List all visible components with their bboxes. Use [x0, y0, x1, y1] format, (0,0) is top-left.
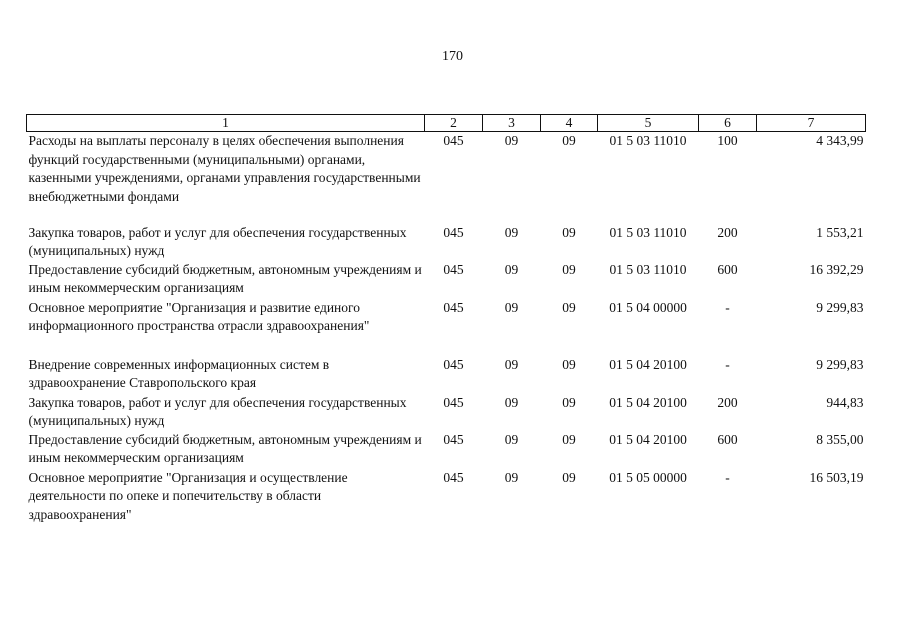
row-subsection-code: 09: [562, 469, 576, 485]
row-expense-type-code: 200: [717, 224, 738, 240]
row-ministry-code: 045: [443, 133, 464, 148]
row-ministry-code: 045: [443, 394, 464, 410]
table-row: [27, 299, 866, 356]
table-row: [27, 224, 866, 261]
row-target-article-code: 01 5 04 00000: [609, 299, 687, 315]
row-expense-type-code: 600: [717, 261, 738, 277]
row-target-article-code: 01 5 03 11010: [609, 133, 687, 148]
row-expense-type-code: -: [725, 356, 730, 372]
row-name: Предоставление субсидий бюджетным, автономным учреждениям и иным некоммерческим организациям: [28, 261, 422, 295]
row-amount: 1 553,21: [816, 224, 864, 240]
row-section-code: 09: [504, 431, 519, 447]
column-header-3: 3: [483, 115, 541, 132]
table-row: [27, 394, 866, 431]
row-section-code: 09: [504, 356, 519, 372]
row-amount: 9 299,83: [816, 356, 864, 372]
row-section-code: 09: [504, 224, 519, 240]
header-row: [27, 115, 866, 132]
column-header-2: 2: [425, 115, 483, 132]
row-target-article-code: 01 5 03 11010: [609, 224, 687, 240]
row-section-code: 09: [504, 133, 519, 148]
row-amount: 8 355,00: [816, 431, 864, 447]
row-subsection-code: 09: [562, 431, 576, 447]
row-expense-type-code: -: [725, 299, 730, 315]
row-subsection-code: 09: [562, 133, 576, 148]
table-row: [27, 132, 866, 224]
row-ministry-code: 045: [443, 431, 464, 447]
row-name: Внедрение современных информационных систем в здравоохранение Ставропольского края: [28, 356, 330, 390]
row-ministry-code: 045: [443, 261, 464, 277]
row-amount: 16 503,19: [809, 469, 864, 485]
row-expense-type-code: 100: [717, 133, 738, 148]
row-name: Основное мероприятие "Организация и развитие единого информационного пространства отрасли здравоохранения": [28, 299, 370, 333]
row-subsection-code: 09: [562, 394, 576, 410]
row-section-code: 09: [504, 469, 519, 485]
table-row: [27, 261, 866, 299]
row-ministry-code: 045: [443, 224, 464, 240]
row-target-article-code: 01 5 03 11010: [609, 261, 687, 277]
row-section-code: 09: [504, 261, 519, 277]
row-target-article-code: 01 5 04 20100: [609, 431, 687, 447]
row-target-article-code: 01 5 04 20100: [609, 356, 687, 372]
row-target-article-code: 01 5 04 20100: [609, 394, 687, 410]
row-ministry-code: 045: [443, 299, 464, 315]
column-header-7: 7: [757, 115, 866, 132]
column-header-4: 4: [541, 115, 598, 132]
row-target-article-code: 01 5 05 00000: [609, 469, 687, 485]
row-amount: 944,83: [826, 394, 864, 410]
row-amount: 9 299,83: [816, 299, 864, 315]
column-header-5: 5: [598, 115, 699, 132]
row-section-code: 09: [504, 394, 519, 410]
row-name: Закупка товаров, работ и услуг для обеспечения государственных (муниципальных) нужд: [28, 224, 407, 258]
row-amount: 4 343,99: [816, 133, 864, 148]
row-subsection-code: 09: [562, 356, 576, 372]
row-amount: 16 392,29: [809, 261, 864, 277]
row-name: Предоставление субсидий бюджетным, автономным учреждениям и иным некоммерческим организациям: [28, 431, 422, 465]
row-subsection-code: 09: [562, 261, 576, 277]
row-section-code: 09: [504, 299, 519, 315]
row-subsection-code: 09: [562, 224, 576, 240]
budget-table: [26, 114, 866, 525]
table-row: [27, 469, 866, 525]
row-subsection-code: 09: [562, 299, 576, 315]
row-name: Основное мероприятие "Организация и осуществление деятельности по опеке и попечительству в области здравоохранения": [28, 469, 348, 522]
column-header-1: 1: [27, 115, 425, 132]
row-expense-type-code: 200: [717, 394, 738, 410]
row-ministry-code: 045: [443, 356, 464, 372]
row-name: Расходы на выплаты персоналу в целях обеспечения выполнения функций государственными (муниципальными) органами, казенными учреждениями, органами управления государственными внебюджетными фондами: [28, 133, 421, 204]
row-ministry-code: 045: [443, 469, 464, 485]
row-expense-type-code: -: [725, 469, 730, 485]
table-row: [27, 356, 866, 394]
table-row: [27, 431, 866, 469]
row-expense-type-code: 600: [717, 431, 738, 447]
column-header-6: 6: [699, 115, 757, 132]
page-number: 170: [442, 49, 463, 64]
row-name: Закупка товаров, работ и услуг для обеспечения государственных (муниципальных) нужд: [28, 394, 407, 428]
